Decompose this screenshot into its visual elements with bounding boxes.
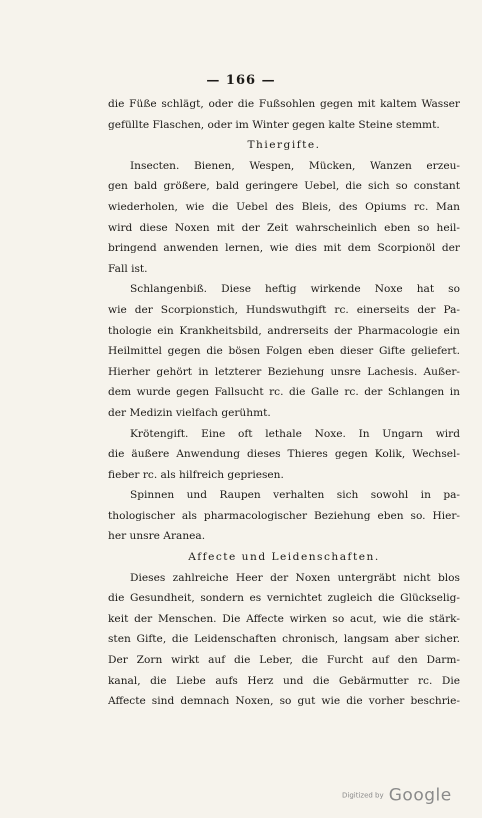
text-line: die Füße schlägt, oder die Fußsohlen gegen mit kaltem Wasser	[108, 98, 460, 110]
text-line: wie der Scorpionstich, Hundswuthgift rc. einerseits der Pa-	[108, 303, 460, 316]
text-line: thologie ein Krankheitsbild, andrerseits der Pharmacologie ein	[108, 324, 460, 337]
text-line: her unsre Aranea.	[108, 530, 206, 543]
page-number: — 166 —	[206, 73, 276, 88]
text-line: kanal, die Liebe aufs Herz und die Gebärmutter rc. Die	[108, 674, 460, 687]
text-line: wird diese Noxen mit der Zeit wahrscheinlich eben so heil-	[108, 221, 460, 234]
text-line: Insecten. Bienen, Wespen, Mücken, Wanzen erzeu-	[130, 159, 460, 172]
text-line: fieber rc. als hilfreich gepriesen.	[108, 468, 284, 481]
text-line: thologischer als pharmacologischer Beziehung eben so. Hier-	[108, 509, 460, 522]
google-logo: Google	[388, 785, 452, 806]
text-line: Affecte sind demnach Noxen, so gut wie die vorher beschrie-	[108, 695, 460, 708]
text-line: gen bald größere, bald geringere Uebel, die sich so constant	[108, 180, 460, 193]
text-block	[108, 94, 460, 712]
digitized-watermark	[342, 785, 452, 806]
text-line: Schlangenbiß. Diese heftig wirkende Noxe hat so	[130, 283, 460, 296]
digitized-by-label: Digitized by	[342, 791, 384, 800]
text-line: wiederholen, wie die Uebel des Bleis, des Opiums rc. Man	[108, 200, 460, 213]
section-heading: Thiergifte.	[247, 139, 321, 152]
text-line: Heilmittel gegen die bösen Folgen eben dieser Gifte geliefert.	[108, 345, 460, 358]
text-line: bringend anwenden lernen, wie dies mit dem Scorpionöl der	[108, 242, 460, 255]
text-line: Dieses zahlreiche Heer der Noxen untergräbt nicht blos	[130, 571, 460, 584]
text-line: Spinnen und Raupen verhalten sich sowohl in pa-	[130, 489, 460, 502]
text-line: Krötengift. Eine oft lethale Noxe. In Ungarn wird	[130, 427, 460, 440]
text-line: die Gesundheit, sondern es vernichtet zugleich die Glückselig-	[108, 592, 460, 605]
section-heading: Affecte und Leidenschaften.	[188, 551, 380, 564]
text-line: dem wurde gegen Fallsucht rc. die Galle rc. der Schlangen in	[108, 386, 460, 399]
text-line: Der Zorn wirkt auf die Leber, die Furcht auf den Darm-	[108, 654, 460, 667]
text-line: keit der Menschen. Die Affecte wirken so acut, wie die stärk-	[108, 612, 460, 625]
text-line: sten Gifte, die Leidenschaften chronisch, langsam aber sicher.	[108, 633, 460, 646]
text-line: der Medizin vielfach gerühmt.	[108, 406, 271, 419]
text-line: gefüllte Flaschen, oder im Winter gegen kalte Steine stemmt.	[108, 118, 440, 131]
text-line: Fall ist.	[108, 262, 148, 275]
text-line: die äußere Anwendung dieses Thieres gegen Kolik, Wechsel-	[108, 448, 460, 461]
text-line: Hierher gehört in letzterer Beziehung unsre Lachesis. Außer-	[108, 365, 460, 378]
